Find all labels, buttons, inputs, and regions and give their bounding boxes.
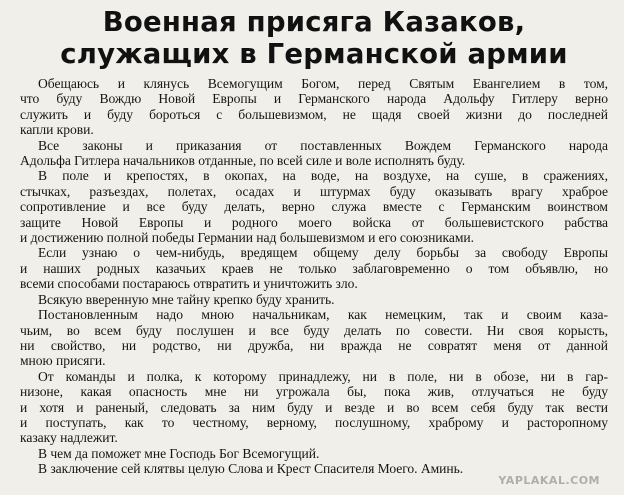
text-line: Всякую вверенную мне тайну крепко буду хранить. [38, 291, 335, 307]
oath-body [20, 76, 608, 477]
oath-paragraph [20, 138, 608, 169]
text-line: В заключение сей клятвы целую Слова и Крест Спасителя Моего. Аминь. [38, 461, 464, 477]
text-line: всеми способами постараюсь отвратить и уничтожить зло. [20, 276, 358, 292]
oath-paragraph [20, 369, 608, 446]
oath-paragraph [20, 245, 608, 291]
oath-paragraph [20, 292, 608, 307]
watermark-logo: YAPLAKAL.COM [498, 474, 600, 487]
text-line: стычках, разъездах, полетах, осадах и штурмах буду оказывать врагу храброе [20, 183, 608, 199]
text-line: низоне, какая опасность мне ни угрожала бы, пока жив, отлучаться не буду [20, 384, 608, 400]
oath-paragraph [20, 168, 608, 245]
text-line: и хотя и раненый, следовать за ним буду и везде и во всем себя буду так вести [20, 399, 608, 415]
text-line: капли крови. [20, 122, 94, 138]
text-line: Все законы и приказания от поставленных Вождем Германского народа [38, 137, 608, 153]
text-line: служить и буду бороться с большевизмом, не щадя своей жизни до последней [20, 106, 608, 122]
text-line: защите Новой Европы и родного моего войска от большевистского рабства [20, 214, 608, 230]
text-line: От команды и полка, к которому принадлежу, ни в поле, ни в обозе, ни в гар- [38, 368, 608, 384]
text-line: Обещаюсь и клянусь Всемогущим Богом, перед Святым Евангелием в том, [38, 76, 608, 91]
text-line: казаку надлежит. [20, 430, 118, 446]
oath-paragraph [20, 76, 608, 138]
text-line: В поле и крепостях, в окопах, на воде, на воздухе, на суше, в сражениях, [38, 168, 608, 184]
text-line: и достижению полной победы Германии над большевизмом и его союзниками. [20, 230, 474, 246]
text-line: мною присяги. [20, 353, 106, 369]
title-line-1: Военная присяга Казаков, [102, 6, 526, 38]
text-line: ни свойство, ни родство, ни дружба, ни вражда не совратят меня от данной [20, 337, 608, 353]
oath-paragraph [20, 307, 608, 369]
text-line: Адольфа Гитлера начальников отданные, по всей силе и воле исполнять буду. [20, 153, 466, 169]
text-line: чьим, во всем буду послушен и все буду делать по совести. Ни своя корысть, [20, 322, 608, 338]
text-line: что буду Вождю Новой Европы и Германского народа Адольфу Гитлеру верно [20, 91, 608, 107]
text-line: Если узнаю о чем-нибудь, вредящем общему делу борьбы за свободу Европы [38, 245, 608, 261]
text-line: и поступать, как то честному, верному, послушному, храброму и расторопному [20, 414, 608, 430]
text-line: В чем да поможет мне Господь Бог Всемогущий. [38, 445, 320, 461]
document-title [20, 6, 608, 70]
text-line: сопротивление и все буду делать, верно служа вместе с Германским воинством [20, 199, 608, 215]
text-line: Постановленным надо мною начальникам, как немецким, так и своим каза- [38, 307, 608, 323]
text-line: и наших родных казачьих краев не только заблаговременно о том объявлю, но [20, 260, 608, 276]
title-line-2: служащих в Германской армии [60, 38, 568, 70]
oath-paragraph [20, 446, 608, 461]
